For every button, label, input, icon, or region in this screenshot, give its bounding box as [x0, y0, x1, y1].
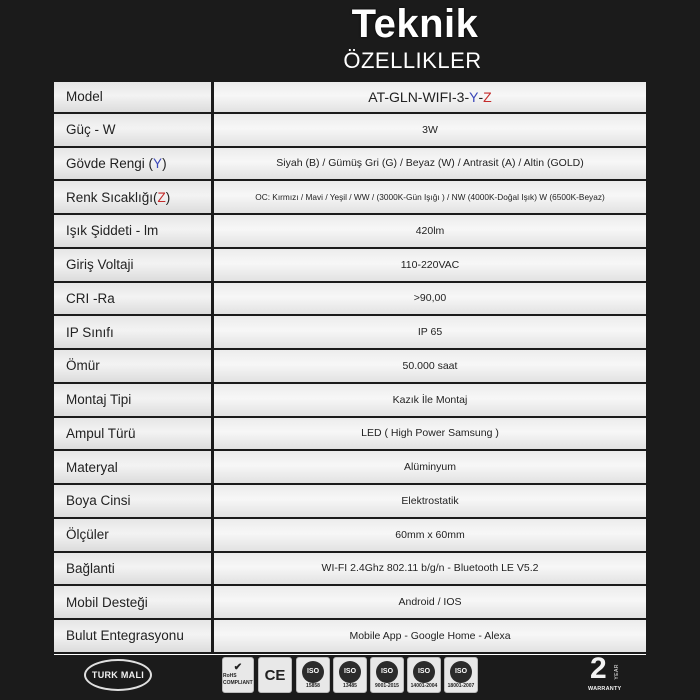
- badge-caption: 18001-2007: [447, 682, 475, 689]
- spec-row: [54, 316, 646, 350]
- label-text: Gövde Rengi (: [66, 155, 154, 171]
- spec-value: 60mm x 60mm: [214, 519, 646, 551]
- warranty-label: WARRANTY: [588, 686, 622, 692]
- spec-value: Android / IOS: [214, 586, 646, 618]
- spec-value: 3W: [214, 114, 646, 146]
- badge-caption: 14001-2004: [410, 682, 438, 689]
- spec-row: [54, 283, 646, 317]
- warranty-year-text: YEAR: [614, 664, 620, 680]
- spec-row: [54, 553, 646, 587]
- spec-row: [54, 485, 646, 519]
- badge-caption: 13485: [343, 682, 357, 689]
- spec-label: Işık Şiddeti - lm: [54, 215, 214, 247]
- spec-value: 110-220VAC: [214, 249, 646, 281]
- y-code: Y: [153, 155, 163, 171]
- model-z-code: Z: [483, 88, 492, 105]
- ce-badge: [258, 657, 292, 693]
- z-code: Z: [157, 189, 166, 205]
- spec-row: [54, 148, 646, 182]
- iso-icon: ISO: [339, 661, 361, 683]
- rohs-badge: [222, 657, 254, 693]
- spec-row: [54, 181, 646, 215]
- spec-value: Kazık İle Montaj: [214, 384, 646, 416]
- page-subtitle: ÖZELLIKLER: [343, 48, 482, 73]
- spec-row: [54, 215, 646, 249]
- spec-row: [54, 451, 646, 485]
- spec-row: [54, 519, 646, 553]
- iso-icon: ISO: [376, 661, 398, 683]
- iso-icon: ISO: [450, 661, 472, 683]
- spec-label: Ampul Türü: [54, 418, 214, 450]
- iso-badge: [407, 657, 441, 693]
- spec-label: CRI -Ra: [54, 283, 214, 315]
- rohs-check-icon: ✔: [233, 662, 243, 673]
- spec-label: Bağlanti: [54, 553, 214, 585]
- spec-label: Mobil Desteği: [54, 586, 214, 618]
- spec-row: [54, 620, 646, 654]
- spec-table: [54, 80, 646, 654]
- label-text: Renk Sıcaklığı(: [66, 189, 158, 205]
- spec-value: IP 65: [214, 316, 646, 348]
- right-frame-bar: [646, 0, 700, 700]
- spec-label: Model: [54, 82, 214, 112]
- ce-mark-icon: CE: [264, 666, 286, 684]
- warranty-logo: [588, 652, 628, 694]
- left-frame-bar: [0, 0, 54, 700]
- spec-label: Ömür: [54, 350, 214, 382]
- spec-row: [54, 586, 646, 620]
- spec-value: Mobile App - Google Home - Alexa: [214, 620, 646, 652]
- warranty-years-number: 2: [590, 652, 607, 685]
- spec-label: Bulut Entegrasyonu: [54, 620, 214, 652]
- spec-row: [54, 249, 646, 283]
- spec-row: [54, 80, 646, 114]
- label-close: ): [162, 155, 167, 171]
- spec-value: LED ( High Power Samsung ): [214, 418, 646, 450]
- spec-label: Güç - W: [54, 114, 214, 146]
- spec-value: >90,00: [214, 283, 646, 315]
- iso-badge: [370, 657, 404, 693]
- badge-caption: RoHS COMPLIANT: [223, 673, 253, 686]
- label-close: ): [165, 189, 171, 205]
- model-dash: -: [478, 88, 484, 105]
- spec-value: Elektrostatik: [214, 485, 646, 517]
- badge-caption: 15858: [306, 682, 320, 689]
- turk-mali-logo: TURK MALI: [84, 659, 152, 691]
- spec-value: 420lm: [214, 215, 646, 247]
- spec-value: 50.000 saat: [214, 350, 646, 382]
- spec-value: WI-FI 2.4Ghz 802.11 b/g/n - Bluetooth LE V5.2: [214, 553, 646, 585]
- spec-value: [214, 82, 646, 112]
- spec-label: [54, 181, 214, 213]
- spec-row: [54, 114, 646, 148]
- spec-label: Boya Cinsi: [54, 485, 214, 517]
- spec-value: OC: Kırmızı / Mavi / Yeşil / WW / (3000K-Gün Işığı ) / NW (4000K-Doğal Işık) W (6500K-Beyaz): [214, 181, 646, 213]
- model-y-code: Y: [469, 88, 479, 105]
- badge-caption: 9001-2015: [375, 682, 399, 689]
- spec-label: Montaj Tipi: [54, 384, 214, 416]
- model-base: AT-GLN-WIFI-3-: [368, 88, 470, 105]
- iso-icon: ISO: [413, 661, 435, 683]
- iso-icon: ISO: [302, 661, 324, 683]
- iso-badge: [296, 657, 330, 693]
- page-title: Teknik: [351, 2, 479, 46]
- spec-label: Giriş Voltaji: [54, 249, 214, 281]
- spec-label: IP Sınıfı: [54, 316, 214, 348]
- spec-value: Siyah (B) / Gümüş Gri (G) / Beyaz (W) / Antrasit (A) / Altin (GOLD): [214, 148, 646, 180]
- spec-row: [54, 384, 646, 418]
- spec-label: Ölçüler: [54, 519, 214, 551]
- spec-row: [54, 418, 646, 452]
- header-bar: [0, 0, 700, 80]
- spec-value: Alüminyum: [214, 451, 646, 483]
- spec-row: [54, 350, 646, 384]
- iso-badge: [333, 657, 367, 693]
- spec-label: Materyal: [54, 451, 214, 483]
- spec-label: [54, 148, 214, 180]
- iso-badge: [444, 657, 478, 693]
